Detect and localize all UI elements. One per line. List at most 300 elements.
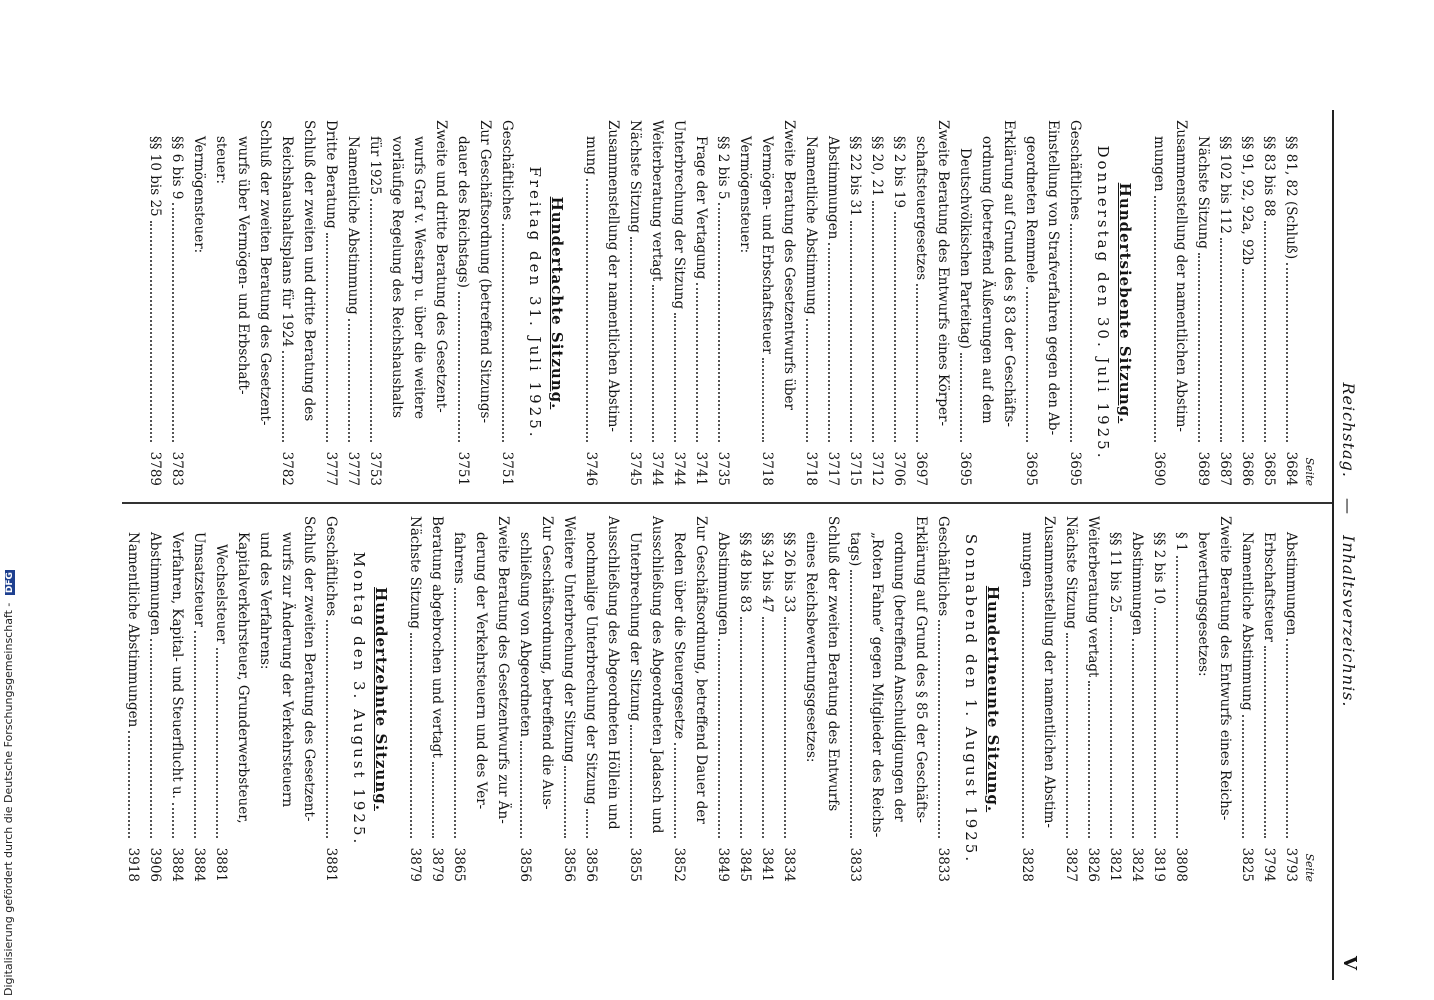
toc-entry [1148, 120, 1170, 486]
session-date: Sonnabend den 1. August 1925. [962, 533, 980, 865]
toc-entry [800, 120, 822, 486]
toc-entry [646, 120, 668, 486]
toc-entry-text: Namentliche Abstimmung [1239, 532, 1255, 711]
leader-dots [1154, 608, 1156, 838]
toc-entry-text: §§ 91, 92, 92a, 92b [1239, 136, 1255, 265]
leader-dots [1154, 196, 1156, 442]
toc-entry-text: Nächste Sitzung [627, 120, 643, 233]
toc-entry-page: 3825 [1239, 847, 1255, 882]
toc-entry-text: Weiterberatung vertagt [649, 120, 665, 282]
leader-dots [674, 313, 676, 442]
toc-entry-page: 3918 [125, 847, 141, 882]
session-date: Freitag den 31. Juli 1925. [526, 166, 544, 440]
toc-entry-text: Weiterberatung vertagt [1085, 516, 1101, 678]
toc-entry-text: Beratung abgebrochen und vertagt [429, 516, 445, 758]
toc-entry [558, 516, 580, 882]
digitization-note [2, 570, 15, 996]
toc-entry-text: wurfs zur Änderung der Verkehrsteuern [279, 532, 295, 808]
leader-dots [806, 319, 808, 442]
toc-entry-text: Zur Geschäftsordnung, betreffend die Aus- [539, 516, 555, 810]
toc-entry-text: Zur Geschäftsordnung (betreffend Sitzungs- [477, 120, 493, 424]
toc-entry-text: und des Verfahrens: [257, 532, 273, 670]
toc-entry [1016, 516, 1038, 882]
session-date: Donnerstag den 30. Juli 1925. [1094, 145, 1112, 461]
toc-entry-page: 3819 [1151, 847, 1167, 882]
toc-entry [734, 516, 756, 882]
leader-dots [1286, 263, 1288, 442]
toc-entry-page: 3824 [1129, 847, 1145, 882]
toc-entry-page: 3881 [323, 847, 339, 882]
leader-dots [1132, 639, 1134, 838]
toc-entry [1280, 120, 1302, 486]
toc-entry [712, 120, 734, 486]
toc-entry-text: Zweite Beratung des Entwurfs eines Körper- [935, 120, 951, 427]
toc-entry-text: Namentliche Abstimmungen [125, 532, 141, 728]
toc-entry-text: vorläufige Regelung des Reichshaushalts [389, 136, 405, 418]
toc-entry-page: 3744 [671, 451, 687, 486]
toc-entry-text: Unterbrechung der Sitzung [671, 120, 687, 310]
toc-entry-page: 3684 [1283, 451, 1299, 486]
leader-dots [1264, 646, 1266, 838]
toc-entry-page: 3718 [759, 451, 775, 486]
leader-dots [150, 639, 152, 838]
column-divider [122, 502, 1332, 504]
toc-entry-text: Kapitalverkehrsteuer, Grunderwerbsteuer, [235, 532, 251, 824]
toc-entry-text: für 1925 [367, 136, 383, 195]
toc-entry-text: Nächste Sitzung [1063, 516, 1079, 629]
toc-entry-text: Dritte Beratung [323, 120, 339, 229]
toc-entry-text: Erklärung auf Grund des § 85 der Geschäfts- [913, 516, 929, 823]
toc-entry [1214, 120, 1236, 486]
running-title-left: Reichstag. [1339, 382, 1358, 478]
toc-entry-text: mung [583, 136, 599, 175]
toc-entry [188, 516, 210, 882]
toc-entry-text: Geschäftliches [323, 516, 339, 617]
toc-entry [342, 120, 364, 486]
leader-dots [1286, 639, 1288, 838]
leader-dots [1070, 224, 1072, 442]
toc-entry-page: 3828 [1019, 847, 1035, 882]
toc-entry-text: §§ 20, 21 [869, 136, 885, 197]
entry-list [800, 120, 910, 486]
leader-dots [894, 212, 896, 442]
toc-entry-page: 3906 [147, 847, 163, 882]
toc-entry-page: 3686 [1239, 451, 1255, 486]
toc-entry [144, 516, 166, 882]
toc-entry-page: 3706 [891, 451, 907, 486]
toc-entry-text: Vermögensteuer: [191, 136, 207, 254]
leader-dots [520, 741, 522, 838]
toc-entry [822, 120, 844, 486]
toc-entry [166, 516, 188, 882]
toc-entry-text: Zweite Beratung des Gesetzentwurfs über [781, 120, 797, 410]
toc-entry [404, 516, 426, 882]
toc-entry-text: Schluß der zweiten Beratung des Entwurfs [825, 516, 841, 812]
toc-entry-text: Unterbrechung der Sitzung [627, 532, 643, 722]
session-title: Hundertsiebente Sitzung. [1116, 182, 1134, 424]
leader-dots [1026, 287, 1028, 442]
toc-entry [1236, 516, 1258, 882]
toc-entry-page: 3735 [715, 451, 731, 486]
toc-entry-page: 3845 [737, 847, 753, 882]
toc-entry [844, 516, 866, 882]
toc-entry-text: Reden über die Steuergesetze [671, 532, 687, 739]
toc-entry-text: Ausschließung des Abgeordneten Höllein und [605, 516, 621, 830]
toc-entry [1064, 120, 1086, 486]
toc-entry-text: mungen [1019, 532, 1035, 588]
toc-entry-text: Schluß der zweiten Beratung des Gesetzent- [257, 120, 273, 426]
toc-entry-text: §§ 26 bis 33 [781, 532, 797, 613]
page-header [1314, 0, 1434, 1000]
toc-entry [1280, 516, 1302, 882]
toc-entry-text: Nächste Sitzung [407, 516, 423, 629]
toc-entry-text: Deutschvölkischen Parteitag) [957, 148, 973, 349]
toc-entry-page: 3697 [913, 451, 929, 486]
leader-dots [410, 633, 412, 838]
leader-dots [630, 237, 632, 442]
toc-entry-text: Zusammenstellung der namentlichen Abstim- [1041, 516, 1057, 828]
toc-entry-page: 3856 [561, 847, 577, 882]
leader-dots [326, 233, 328, 442]
toc-entry [210, 516, 232, 882]
toc-entry-text: Reichshaushaltsplans für 1924 [279, 136, 295, 348]
toc-entry [1192, 120, 1214, 486]
toc-entry-page: 3717 [825, 451, 841, 486]
toc-entry [668, 120, 690, 486]
toc-entry-page: 3782 [279, 451, 295, 486]
toc-entry-text: §§ 2 bis 5 [715, 136, 731, 200]
toc-entry-page: 3695 [1067, 451, 1083, 486]
toc-entry-text: §§ 6 bis 9 [169, 136, 185, 200]
toc-entry-page: 3849 [715, 847, 731, 882]
toc-entry [122, 516, 144, 882]
toc-entry [1020, 120, 1042, 486]
toc-entry-text: Vermögensteuer: [737, 136, 753, 254]
toc-entry [496, 120, 518, 486]
toc-entry-page: 3789 [147, 451, 163, 486]
right-column [122, 516, 1316, 882]
toc-entry-text: Erbschaftsteuer [1261, 532, 1277, 643]
leader-dots [454, 588, 456, 838]
leader-dots [586, 179, 588, 442]
toc-entry-text: §§ 34 bis 47 [759, 532, 775, 613]
digitization-note-text: Digitalisierung gefördert durch die Deutsche Forschungsgemeinschaft - [2, 602, 15, 996]
toc-entry-page: 3884 [169, 847, 185, 882]
toc-entry-page: 3855 [627, 847, 643, 882]
toc-entry-text: Weitere Unterbrechung der Sitzung [561, 516, 577, 763]
entry-list [1060, 516, 1104, 882]
toc-entry-text: bewertungsgesetzes: [1195, 532, 1211, 677]
leader-dots [564, 766, 566, 838]
toc-entry-page: 3884 [191, 847, 207, 882]
leader-dots [1110, 617, 1112, 838]
leader-dots [150, 221, 152, 442]
leader-dots [172, 803, 174, 838]
toc-entry-page: 3879 [407, 847, 423, 882]
toc-entry-text: §§ 2 bis 19 [891, 136, 907, 209]
running-title-dash: — [1339, 498, 1358, 515]
toc-entry-text: Zusammenstellung der namentlichen Abstim- [605, 120, 621, 432]
toc-entry [166, 120, 188, 486]
toc-entry-page: 3745 [627, 451, 643, 486]
toc-entry-page: 3881 [213, 847, 229, 882]
toc-entry [320, 120, 342, 486]
leader-dots [1088, 681, 1090, 838]
toc-entry-page: 3777 [345, 451, 361, 486]
toc-entry-text: §§ 81, 82 (Schluß) [1283, 136, 1299, 260]
toc-entry-page: 3741 [693, 451, 709, 486]
leader-dots [696, 283, 698, 442]
toc-entry-text: Namentliche Abstimmung [345, 136, 361, 315]
toc-entry-text: schaftsteuergesetzes [913, 136, 929, 281]
toc-entry-page: 3753 [367, 451, 383, 486]
entry-list [122, 516, 210, 882]
header-rule [1332, 110, 1334, 980]
toc-entry [954, 120, 976, 486]
leader-dots [784, 617, 786, 838]
leader-dots [630, 725, 632, 838]
toc-entry [580, 120, 602, 486]
session-title: Hundertachte Sitzung. [548, 196, 566, 410]
seite-label: Seite [1303, 853, 1316, 882]
leader-dots [762, 358, 764, 442]
toc-entry-page: 3715 [847, 451, 863, 486]
toc-entry [144, 120, 166, 486]
toc-entry-text: §§ 22 bis 31 [847, 136, 863, 217]
toc-entry-text: wurfs über Vermögen- und Erbschaft- [235, 136, 251, 395]
toc-entry-page: 3793 [1283, 847, 1299, 882]
toc-entry [1236, 120, 1258, 486]
leader-dots [1264, 221, 1266, 442]
toc-entry-page: 3821 [1107, 847, 1123, 882]
toc-entry-page: 3777 [323, 451, 339, 486]
toc-entry-text: Ausschließung des Abgeordneten Jadasch und [649, 516, 665, 834]
leader-dots [1066, 633, 1068, 838]
toc-entry [690, 120, 712, 486]
toc-entry-page: 3856 [517, 847, 533, 882]
toc-entry-page: 3744 [649, 451, 665, 486]
toc-entry [452, 120, 474, 486]
toc-entry-text: tags) [847, 532, 863, 567]
toc-entry-text: Abstimmungen [1283, 532, 1299, 636]
leader-dots [586, 809, 588, 838]
toc-entry-text: Erklärung auf Grund des § 83 der Geschäfts- [1001, 120, 1017, 427]
toc-entry-text: §§ 2 bis 10 [1151, 532, 1167, 605]
toc-entry-page: 3783 [169, 451, 185, 486]
toc-entry [1126, 516, 1148, 882]
toc-entry-text: Namentliche Abstimmung [803, 136, 819, 315]
toc-entry-text: dauer des Reichstags) [455, 136, 471, 288]
toc-entry-text: Geschäftliches [1067, 120, 1083, 221]
entry-list [1104, 516, 1192, 882]
toc-entry-page: 3689 [1195, 451, 1211, 486]
toc-entry-page: 3685 [1261, 451, 1277, 486]
toc-entry [448, 516, 470, 882]
dfg-logo: DFG [5, 572, 15, 594]
toc-entry [712, 516, 734, 882]
toc-entry-text: Umsatzsteuer [191, 532, 207, 628]
leader-dots [652, 285, 654, 442]
leader-dots [502, 224, 504, 442]
toc-entry [1148, 516, 1170, 882]
toc-entry-text: §§ 10 bis 25 [147, 136, 163, 217]
leader-dots [348, 319, 350, 442]
leader-dots [850, 570, 852, 838]
toc-entry-page: 3856 [583, 847, 599, 882]
toc-entry-text: eines Reichsbewertungsgesetzes: [803, 532, 819, 763]
leader-dots [1242, 269, 1244, 442]
leader-dots [916, 284, 918, 442]
toc-entry-text: „Roten Fahne“ gegen Mitglieder des Reichs- [869, 532, 885, 838]
leader-dots [370, 199, 372, 442]
toc-entry [1104, 516, 1126, 882]
leader-dots [326, 620, 328, 838]
toc-entry [1258, 516, 1280, 882]
toc-entry-page: 3695 [957, 451, 973, 486]
toc-entry [756, 516, 778, 882]
toc-entry-text: wurfs Graf v. Westarp u. über die weitere [411, 136, 427, 419]
toc-entry [668, 516, 690, 882]
running-title-center: Inhaltsverzeichnis. [1339, 535, 1358, 708]
leader-dots [674, 743, 676, 838]
toc-entry [1170, 516, 1192, 882]
leader-dots [282, 351, 284, 442]
toc-entry-page: 3827 [1063, 847, 1079, 882]
leader-dots [1242, 715, 1244, 838]
toc-entry [624, 120, 646, 486]
toc-entry-page: 3712 [869, 451, 885, 486]
session-title: Hundertzehnte Sitzung. [372, 587, 390, 811]
toc-entry [514, 516, 536, 882]
toc-entry-text: Zweite Beratung des Entwurfs eines Reichs- [1217, 516, 1233, 821]
entry-list [690, 120, 734, 486]
leader-dots [216, 648, 218, 838]
toc-entry-page: 3852 [671, 847, 687, 882]
toc-entry-text: Zweite und dritte Beratung des Gesetzent- [433, 120, 449, 413]
leader-dots [128, 731, 130, 838]
leader-dots [762, 617, 764, 838]
session-title: Hundertneunte Sitzung. [984, 585, 1002, 813]
toc-entry-text: Zusammenstellung der namentlichen Abstim- [1173, 120, 1189, 432]
leader-dots [1176, 556, 1178, 838]
leader-dots [1022, 592, 1024, 838]
toc-entry-text: Schluß der zweiten und dritte Beratung des [301, 120, 317, 422]
toc-entry-page: 3865 [451, 847, 467, 882]
toc-entry-text: §§ 11 bis 25 [1107, 532, 1123, 613]
toc-entry-text: derung der Verkehrsteuern und des Ver- [473, 532, 489, 810]
toc-entry-text: Zur Geschäftsordnung, betreffend Dauer der [693, 516, 709, 824]
toc-entry-page: 3695 [1023, 451, 1039, 486]
entry-list [1192, 120, 1302, 486]
toc-entry [844, 120, 866, 486]
toc-entry-text: fahrens [451, 532, 467, 584]
toc-entry-text: steuer: [213, 136, 229, 185]
toc-entry [1082, 516, 1104, 882]
toc-entry [364, 120, 386, 486]
leader-dots [1220, 238, 1222, 442]
toc-entry-text: §§ 102 bis 112 [1217, 136, 1233, 234]
toc-entry-page: 3751 [499, 451, 515, 486]
toc-entry [932, 516, 954, 882]
leader-dots [872, 201, 874, 442]
toc-entry-page: 3690 [1151, 451, 1167, 486]
leader-dots [172, 203, 174, 442]
toc-entry-page: 3794 [1261, 847, 1277, 882]
leader-dots [828, 243, 830, 442]
toc-entry-page: 3833 [847, 847, 863, 882]
running-title [1339, 110, 1358, 980]
toc-entry [580, 516, 602, 882]
toc-entry-text: Abstimmungen [147, 532, 163, 636]
toc-entry-text: mungen [1151, 136, 1167, 192]
leader-dots [432, 762, 434, 838]
toc-entry-text: ordnung (betreffend Anschuldigungen der [891, 532, 907, 822]
toc-entry-text: Zweite Beratung des Gesetzentwurfs zur Än- [495, 516, 511, 824]
toc-entry-text: Verfahren, Kapital- und Steuerflucht u. [169, 532, 185, 799]
leader-dots [718, 639, 720, 838]
toc-entry [778, 516, 800, 882]
toc-entry-text: schließung von Abgeordneten [517, 532, 533, 737]
toc-entry-page: 3833 [935, 847, 951, 882]
toc-entry-page: 3879 [429, 847, 445, 882]
toc-entry-text: Nächste Sitzung [1195, 136, 1211, 249]
toc-entry-text: Schluß der zweiten Beratung des Gesetzent- [301, 516, 317, 822]
toc-entry-page: 3746 [583, 451, 599, 486]
toc-entry [276, 120, 298, 486]
toc-entry-text: Vermögen- und Erbschaftsteuer [759, 136, 775, 355]
page-number: V [1339, 956, 1360, 970]
toc-entry-text: nochmalige Unterbrechung der Sitzung [583, 532, 599, 805]
toc-entry-text: Wechselsteuer [213, 544, 229, 644]
leader-dots [960, 353, 962, 442]
toc-entry [1060, 516, 1082, 882]
toc-entry-text: Abstimmungen [825, 136, 841, 240]
toc-entry [756, 120, 778, 486]
toc-entry-text: Einstellung von Strafverfahren gegen den Ab- [1045, 120, 1061, 436]
toc-entry [866, 120, 888, 486]
toc-entry-text: Abstimmungen [715, 532, 731, 636]
toc-entry-text: §§ 83 bis 88 [1261, 136, 1277, 217]
leader-dots [740, 617, 742, 838]
toc-entry-text: Geschäftliches [935, 516, 951, 617]
toc-entry-page: 3841 [759, 847, 775, 882]
toc-entry [320, 516, 342, 882]
toc-entry-page: 3826 [1085, 847, 1101, 882]
toc-entry-text: Abstimmungen [1129, 532, 1145, 636]
leader-dots [1198, 253, 1200, 442]
entry-list [712, 516, 800, 882]
leader-dots [850, 221, 852, 442]
toc-entry [624, 516, 646, 882]
toc-entry-text: geordneten Remmele [1023, 136, 1039, 283]
toc-entry-page: 3808 [1173, 847, 1189, 882]
toc-entry-page: 3687 [1217, 451, 1233, 486]
seite-label: Seite [1303, 457, 1316, 486]
session-date: Montag den 3. August 1925. [350, 551, 368, 847]
leader-dots [194, 631, 196, 838]
leader-dots [718, 203, 720, 442]
toc-entry [1258, 120, 1280, 486]
toc-entry-page: 3834 [781, 847, 797, 882]
toc-entry [910, 120, 932, 486]
toc-entry-page: 3751 [455, 451, 471, 486]
toc-entry-text: Frage der Vertagung [693, 136, 709, 280]
entry-list [1236, 516, 1302, 882]
entry-list [624, 120, 690, 486]
toc-entry-text: Geschäftliches [499, 120, 515, 221]
left-column [144, 120, 1316, 486]
entry-list [144, 120, 188, 486]
